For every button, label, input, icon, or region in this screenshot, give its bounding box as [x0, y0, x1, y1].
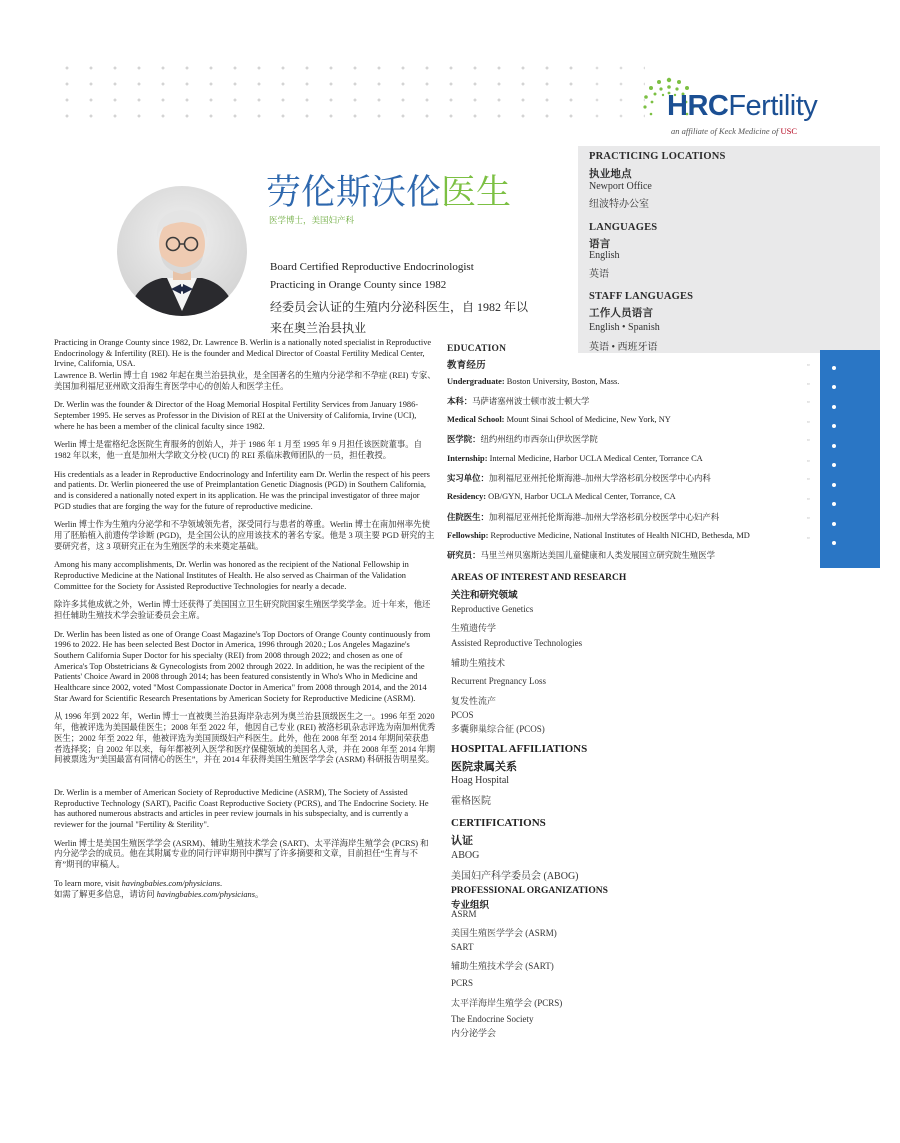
- learn-more-link[interactable]: havingbabies.com/physicians: [121, 878, 220, 888]
- decorative-dot-grid: [55, 60, 585, 130]
- languages-heading: LANGUAGES: [589, 222, 658, 233]
- research-heading: AREAS OF INTEREST AND RESEARCH: [451, 573, 627, 583]
- intro-line-2: Practicing in Orange County since 1982: [270, 279, 447, 291]
- location-newport-zh: 纽波特办公室: [589, 199, 649, 210]
- bar-dot: [832, 405, 836, 409]
- education-text: 加利福尼亚州托伦斯海港–加州大学洛杉矶分校医学中心内科: [488, 474, 711, 483]
- learn-more-en: [54, 879, 436, 890]
- certification-item: ABOG: [451, 850, 480, 861]
- learn-more-zh-prefix: 如需了解更多信息，请访问: [54, 890, 157, 900]
- language-english: English: [589, 250, 620, 261]
- education-text: Boston University, Boston, Mass.: [504, 377, 620, 386]
- education-row: [447, 454, 703, 463]
- bio-paragraph: 除许多其他成就之外，Werlin 博士还获得了美国国立卫生研究院国家生殖医学奖学金。近十年来，他还担任辅助生殖技术学会验证委员会主席。: [54, 600, 431, 621]
- bio-paragraph: 从 1996 年到 2022 年，Werlin 博士一直被奥兰治县海岸杂志列为奥兰治县顶级医生之一。1996 年至 2020 年，他被评选为美国最佳医生；2008 年至 2022 年，他因自己专业 (REI) 被洛杉矶杂志评选为南加州优秀医生；2002 年至 2022 年，他被评选为美国顶级妇产科医生。此外，他在 2008 年至 2014 年期间荣获患者选择奖；自 2002 年以来，每年都被列入医学和医疗保健领域的美国名人录，并在 2008 年至 2014 年期间被票选为“美国最富有同情心的医生”，并在 2014 年获得美国生殖医学学会 (ASRM) 科研报告明星奖。: [54, 712, 436, 765]
- doctor-name-blue: 劳伦斯沃伦: [266, 173, 442, 213]
- education-row: [447, 415, 671, 424]
- education-label: 实习单位：: [447, 474, 489, 483]
- staff-languages-zh: 英语 • 西班牙语: [589, 342, 658, 353]
- education-row: [447, 433, 598, 445]
- bar-dot: [832, 424, 836, 428]
- bio-paragraph: Among his many accomplishments, Dr. Werlin was honored as the recipient of the National Fellowship in Reproductive Medicine at the National Institutes of Health. He also served as Chairman of the Validation Committee for the Society for Assisted Reproductive Technologies for nearly a decade.: [54, 560, 409, 591]
- education-text: 马里兰州贝塞斯达美国儿童健康和人类发展国立研究院生殖医学: [480, 551, 715, 560]
- education-label: Internship:: [447, 454, 488, 463]
- research-item: 辅助生殖技术: [451, 658, 506, 668]
- separator-dot: ▫: [807, 457, 810, 465]
- organization-item: 内分泌学会: [451, 1028, 497, 1038]
- doctor-name-green: 医生: [441, 173, 512, 213]
- logo-hrc-text: HRC: [667, 90, 729, 122]
- logo-usc: USC: [780, 126, 798, 136]
- education-text: Reproductive Medicine, National Institutes of Health NICHD, Bethesda, MD: [488, 531, 750, 540]
- research-item: Assisted Reproductive Technologies: [451, 638, 583, 648]
- education-text: Mount Sinai School of Medicine, New York, NY: [504, 415, 671, 424]
- locations-heading: PRACTICING LOCATIONS: [589, 151, 726, 162]
- learn-more-link-zh[interactable]: havingbabies.com/physicians: [156, 890, 255, 900]
- logo-fertility-text: Fertility: [728, 90, 818, 122]
- education-text: 马萨诸塞州波士顿市波士顿大学: [472, 397, 590, 406]
- staff-languages-heading: STAFF LANGUAGES: [589, 291, 694, 302]
- separator-dot: ▫: [807, 495, 810, 503]
- bio-paragraph: Dr. Werlin is a member of American Society of Reproductive Medicine (ASRM), The Society of Assisted Reproductive Technology (SART), Pacific Coast Reproductive Society (PCRS), and The Endocrine Society. He has authored numerous abstracts and articles in peer review journals in his subspecialty, and is currently a reviewer for the journal "Fertility & Sterility".: [54, 787, 429, 829]
- doctor-credentials: 医学博士，美国妇产科: [269, 216, 355, 226]
- separator-dot: ▫: [807, 514, 810, 522]
- research-item: 复发性流产: [451, 696, 497, 706]
- separator-dot: ▫: [807, 475, 810, 483]
- doctor-name: [266, 165, 511, 215]
- bio-paragraph: Werlin 博士是霍格纪念医院生育服务的创始人，并于 1986 年 1 月至 1995 年 9 月担任该医院董事。自 1982 年以来，他一直是加州大学欧文分校 (UCI) 的 REI 系临床教师团队的一员，担任教授。: [54, 440, 423, 461]
- education-label: Residency:: [447, 492, 487, 501]
- separator-dot: ▫: [807, 398, 810, 406]
- language-english-zh: 英语: [589, 269, 609, 280]
- education-row: [447, 377, 619, 386]
- education-label: Undergraduate:: [447, 377, 505, 386]
- education-label: Fellowship:: [447, 531, 489, 540]
- bio-paragraph: Werlin 博士作为生殖内分泌学和不孕领域领先者，深受同行与患者的尊重。Werlin 博士在南加州率先使用了胚胎植入前遗传学诊断 (PGD)，是全国公认的应用该技术的著名专家。他是 3 项主要 PGD 研究的主要研究者，这 3 项研究正在为生殖医学的未来奠定基础。: [54, 520, 435, 551]
- education-label: 本科：: [447, 397, 473, 406]
- organization-item: 辅助生殖技术学会 (SART): [451, 961, 554, 971]
- location-newport: Newport Office: [589, 181, 652, 192]
- separator-dot: ▫: [807, 436, 810, 444]
- doctor-portrait: [117, 186, 247, 316]
- education-heading-zh: 教育经历: [447, 361, 486, 371]
- bar-dot: [832, 444, 836, 448]
- separator-dot: ▫: [807, 534, 810, 542]
- education-text: Internal Medicine, Harbor UCLA Medical Center, Torrance CA: [487, 454, 703, 463]
- separator-dot: ▫: [807, 361, 810, 369]
- decorative-dot-grid-right: [585, 60, 645, 130]
- organization-item: 太平洋海岸生殖学会 (PCRS): [451, 998, 563, 1008]
- research-item: 多囊卵巢综合征 (PCOS): [451, 724, 545, 734]
- education-label: 住院医生：: [447, 513, 489, 522]
- research-item: Reproductive Genetics: [451, 604, 534, 614]
- bio-paragraph: Werlin 博士是美国生殖医学学会 (ASRM)、辅助生殖技术学会 (SART)、太平洋海岸生殖学会 (PCRS) 和内分泌学会的成员。他在其附属专业的同行评审期刊中撰写了许多摘要和文章，目前担任“生育与不育”期刊的审稿人。: [54, 838, 429, 869]
- blue-accent-bar: [820, 350, 880, 568]
- separator-dot: ▫: [807, 418, 810, 426]
- bio-paragraph: Practicing in Orange County since 1982, Dr. Lawrence B. Werlin is a nationally noted specialist in Reproductive Endocrinology & Infertility (REI). He is the founder and Medical Director of Coastal Fertility Medical Center, Irvine, California, USA.: [54, 338, 432, 369]
- organizations-heading: PROFESSIONAL ORGANIZATIONS: [451, 886, 608, 896]
- education-row: [447, 472, 711, 484]
- education-text: OB/GYN, Harbor UCLA Medical Center, Torrance, CA: [486, 492, 676, 501]
- intro-line-4: 来在奥兰治县执业: [270, 321, 367, 335]
- bar-dot: [832, 366, 836, 370]
- learn-more-en-prefix: To learn more, visit: [54, 878, 122, 888]
- bar-dot: [832, 385, 836, 389]
- languages-heading-zh: 语言: [589, 239, 611, 250]
- education-label: 医学院：: [447, 435, 481, 444]
- education-text: 纽约州纽约市西奈山伊坎医学院: [480, 435, 598, 444]
- bio-paragraph: Dr. Werlin was the founder & Director of the Hoag Memorial Hospital Fertility Services from January 1986- September 1995. He serves as Professor in the Division of REI at the University of California, Irvine (UCI), where he has been a member of the clinical faculty since 1982.: [54, 400, 419, 431]
- bar-dot: [832, 483, 836, 487]
- education-text: 加利福尼亚州托伦斯海港–加州大学洛杉矶分校医学中心妇产科: [488, 513, 720, 522]
- research-item: Recurrent Pregnancy Loss: [451, 676, 546, 686]
- learn-more-en-suffix: .: [219, 878, 223, 888]
- organization-item: 美国生殖医学学会 (ASRM): [451, 928, 557, 938]
- logo-tagline: an affiliate of Keck Medicine of: [671, 126, 779, 136]
- certifications-heading: CERTIFICATIONS: [451, 817, 546, 829]
- organization-item: The Endocrine Society: [451, 1014, 534, 1024]
- education-heading: EDUCATION: [447, 344, 507, 354]
- bar-dot: [832, 522, 836, 526]
- organizations-heading-zh: 专业组织: [451, 901, 490, 911]
- bio-paragraph: Lawrence B. Werlin 博士自 1982 年起在奥兰治县执业，是全国著名的生殖内分泌学和不孕症 (REI) 专家、美国加利福尼亚州欧文沿海生育医学中心的创始人和医学主任。: [54, 371, 436, 391]
- hospital-item: 霍格医院: [451, 796, 491, 807]
- education-label: Medical School:: [447, 415, 505, 424]
- organization-item: SART: [451, 942, 474, 952]
- bio-paragraph: Dr. Werlin has been listed as one of Orange Coast Magazine's Top Doctors of Orange County continuously from 1996 to 2022. He has been selected Best Doctor in America, 1996 through 2020.; Los Angeles Magazine's Southern California Super Doctor for his specialty (REI) from 2008 through 2022; and chosen as one of America's Top Obstetricians & Gynecologists from 2002 through 2022. In addition, he was the recipient of the Patients' Choice Award in 2008 through 2014; has been featured consistently in Who's Who in Medicine and Healthcare since 2002, voted "Most Compassionate Doctor in America" from 2008 through 2014, and the 2014 Star Award for Scientific Research Presentations by American Society for Reproductive Medicine (ASRM).: [54, 629, 431, 703]
- education-row: [447, 531, 750, 540]
- education-row: [447, 549, 715, 561]
- hospital-item: Hoag Hospital: [451, 775, 510, 786]
- bar-dot: [832, 502, 836, 506]
- biography: [54, 338, 436, 909]
- separator-dot: ▫: [807, 380, 810, 388]
- research-item: PCOS: [451, 710, 474, 720]
- intro-line-3: 经委员会认证的生殖内分泌科医生，自 1982 年以: [270, 300, 529, 314]
- education-row: [447, 395, 589, 407]
- research-heading-zh: 关注和研究领域: [451, 591, 518, 601]
- research-item: 生殖遗传学: [451, 623, 497, 633]
- organization-item: ASRM: [451, 909, 477, 919]
- hrc-fertility-logo: [645, 72, 825, 142]
- organization-item: PCRS: [451, 978, 474, 988]
- learn-more-zh: [54, 890, 436, 901]
- certifications-heading-zh: 认证: [451, 835, 473, 847]
- hospital-heading-zh: 医院隶属关系: [451, 761, 517, 773]
- hospital-heading: HOSPITAL AFFILIATIONS: [451, 743, 588, 755]
- education-row: [447, 492, 676, 501]
- education-label: 研究员：: [447, 551, 481, 560]
- intro-line-1: Board Certified Reproductive Endocrinologist: [270, 261, 474, 273]
- learn-more-zh-suffix: 。: [254, 890, 264, 900]
- staff-languages: English • Spanish: [589, 322, 660, 333]
- bio-paragraph: His credentials as a leader in Reproductive Endocrinology and Infertility earn Dr. Werlin the respect of his peers and patients. Dr. Werlin pioneered the use of Preimplantation Genetic Diagnosis (PGD) in Southern California, and is considered a nationally noted expert in its application. He was the principal investigator of three major PGD studies that are forging the way for the future of reproductive medicine.: [54, 469, 430, 511]
- certification-item: 美国妇产科学委员会 (ABOG): [451, 871, 579, 882]
- bar-dot: [832, 463, 836, 467]
- staff-languages-heading-zh: 工作人员语言: [589, 308, 654, 319]
- locations-heading-zh: 执业地点: [589, 169, 632, 180]
- bar-dot: [832, 541, 836, 545]
- education-row: [447, 511, 719, 523]
